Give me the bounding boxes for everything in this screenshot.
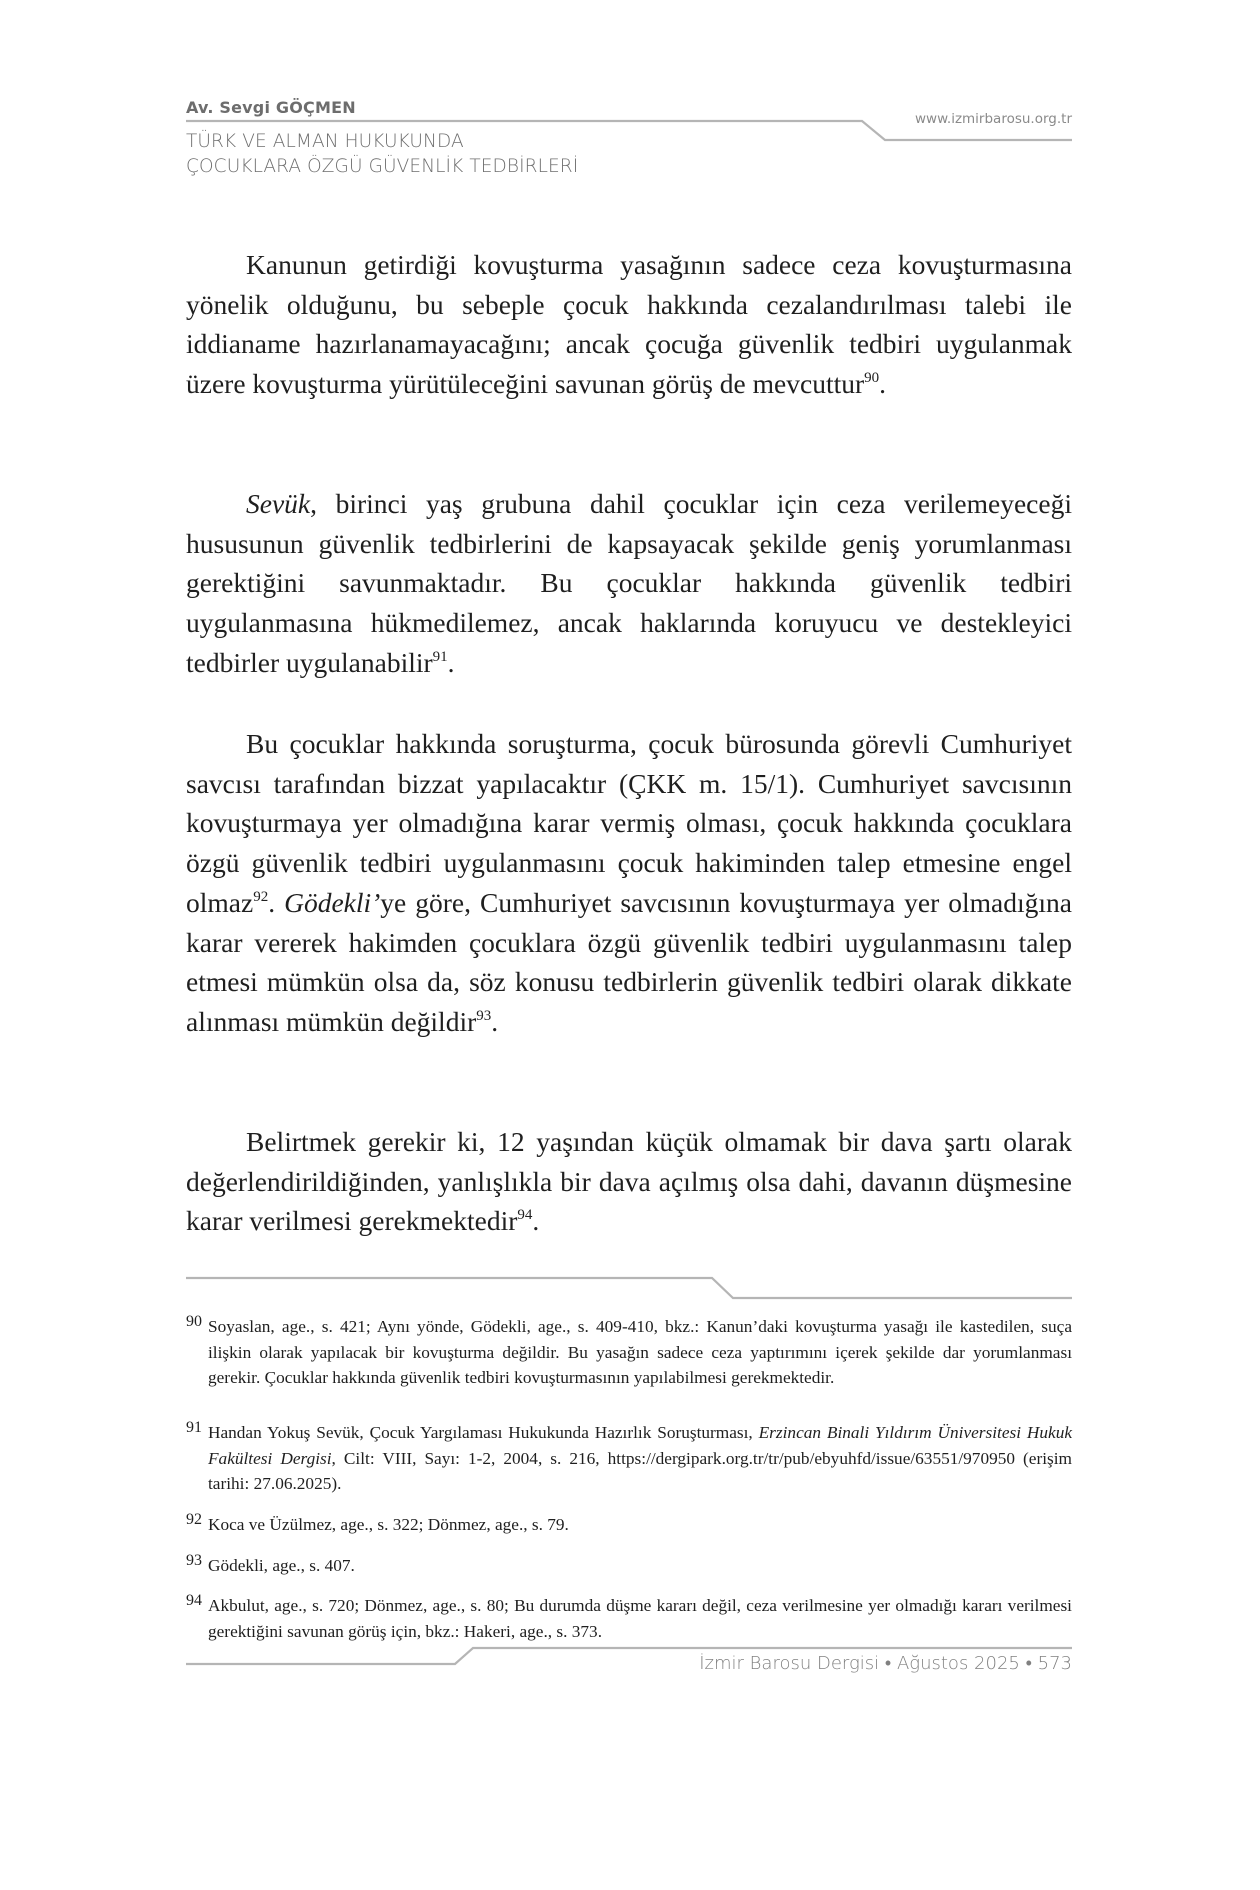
header-title-line-2: ÇOCUKLARA ÖZGÜ GÜVENLİK TEDBİRLERİ [186,156,579,177]
footnote-ref-93[interactable]: 93 [476,1007,492,1024]
header-title-line-1: TÜRK VE ALMAN HUKUKUNDA [186,131,464,152]
journal-title: Erzincan Binali Yıldırım Üniversitesi Hukuk Fakültesi Dergisi [208,1423,1072,1468]
paragraph-2: Sevük, birinci yaş grubuna dahil çocuklar için ceza verilemeyeceği hususunun güvenlik tedbirlerini de kapsayacak şekilde geniş yorumlanması gerektiğini savunmaktadır. Bu çocuklar hakkında güvenlik tedbiri uygulanmasına hükmedilemez, ancak haklarında koruyucu ve destekleyici tedbirler uygulanabilir$^{91}$. [186,488,1072,678]
footnote-ref-92[interactable]: 92 [253,888,269,905]
footnote-text-cont: , Cilt: VIII, Sayı: 1-2, 2004, s. 216, https://dergipark.org.tr/tr/pub/ebyuhfd/issue/63551/970950 (erişim tarihi: 27.06.2025). [208,1448,1072,1493]
footer-issue: Ağustos 2025 [896,1653,1020,1674]
footnote-number: 90 [186,1313,202,1330]
paragraph-4: Belirtmek gerekir ki, 12 yaşından küçük olmamak bir dava şartı olarak değerlendirildiğinden, yanlışlıkla bir dava açılmış olsa dahi, davanın düşmesine karar verilmesi gerekmektedir$^{94}$. [186,1126,1072,1237]
footnote-number: 91 [186,1419,202,1436]
footnote-ref-90[interactable]: 90 [864,370,880,387]
footer-separator: • [884,1653,892,1674]
footnote-number: 93 [186,1552,202,1569]
paragraph-2-text: , birinci yaş grubuna dahil çocuklar için ceza verilemeyeceği hususunun güvenlik tedbirlerini de kapsayacak şekilde geniş yorumlanması gerektiğini savunmaktadır. Bu çocuklar hakkında güvenlik tedbiri uygulanmasına hükmedilemez, ancak haklarında koruyucu ve destekleyici tedbirler uygulanabilir [186,488,1072,678]
footnote-text: Handan Yokuş Sevük, Çocuk Yargılaması Hukukunda Hazırlık Soruşturması, [208,1423,759,1442]
paragraph-3: Bu çocuklar hakkında soruşturma, çocuk bürosunda görevli Cumhuriyet savcısı tarafından bizzat yapılacaktır (ÇKK m. 15/1). Cumhuriyet savcısının kovuşturmaya yer olmadığına karar vermiş olması, çocuk hakkında çocuklara özgü güvenlik tedbiri uygulanmasını çocuk hakiminden talep etmesine engel olmaz$^{92}$. Gödekli’ye göre, Cumhuriyet savcısının kovuşturmaya yer olmadığına karar vererek hakimden çocuklara özgü güvenlik tedbiri uygulanmasını talep etmesi mümkün olsa da, söz konusu tedbirlerin güvenlik tedbiri olarak dikkate alınması mümkün değildir$^{93}$. [186,728,1072,1037]
author-name-godekli: Gödekli’ [284,886,381,918]
paragraph-3-text-a: Bu çocuklar hakkında soruşturma, çocuk bürosunda görevli Cumhuriyet savcısı tarafından bizzat yapılacaktır (ÇKK m. 15/1). Cumhuriyet savcısının kovuşturmaya yer olmadığına karar vermiş olması, çocuk hakkında çocuklara özgü güvenlik tedbiri uygulanmasını çocuk hakiminden talep etmesine engel olmaz [186,728,1072,918]
footnote-ref-94[interactable]: 94 [517,1207,533,1224]
page-number: 573 [1037,1653,1072,1674]
paragraph-3-text-b: ye göre, Cumhuriyet savcısının kovuşturmaya yer olmadığına karar vererek hakimden çocuklara özgü güvenlik tedbiri uygulanmasını talep etmesi mümkün olsa da, söz konusu tedbirlerin güvenlik tedbiri olarak dikkate alınması mümkün değildir [186,886,1072,1037]
footer-separator: • [1025,1653,1032,1674]
footnote-text: Koca ve Üzülmez, age., s. 322; Dönmez, age., s. 79. [208,1515,569,1534]
paragraph-4-text: Belirtmek gerekir ki, 12 yaşından küçük olmamak bir dava şartı olarak değerlendirildiğinden, yanlışlıkla bir dava açılmış olsa dahi, davanın düşmesine karar verilmesi gerekmektedir [186,1126,1072,1237]
header-author: Av. Sevgi GÖÇMEN [186,98,356,117]
author-name-sevuk: Sevük [246,488,311,519]
footer-journal: İzmir Barosu Dergisi [699,1653,880,1674]
footnote-number: 92 [186,1511,202,1528]
paragraph-1-text: Kanunun getirdiği kovuşturma yasağının sadece ceza kovuşturmasına yönelik olduğunu, bu sebeple çocuk hakkında cezalandırılması talebi ile iddianame hazırlanamayacağını; ancak çocuğa güvenlik tedbiri uygulanmak üzere kovuşturma yürütüleceğini savunan görüş de mevcuttur [186,249,1072,400]
paragraph-1: Kanunun getirdiği kovuşturma yasağının sadece ceza kovuşturmasına yönelik olduğunu, bu sebeple çocuk hakkında cezalandırılması talebi ile iddianame hazırlanamayacağını; ancak çocuğa güvenlik tedbiri uygulanmak üzere kovuşturma yürütüleceğini savunan görüş de mevcuttur$^{90}$. [186,249,1072,400]
footnote-text: Akbulut, age., s. 720; Dönmez, age., s. 80; Bu durumda düşme kararı değil, ceza verilmesine yer olmadığı kararı verilmesi gerektiğini savunan görüş için, bkz.: Hakeri, age., s. 373. [208,1596,1072,1641]
footnote-number: 94 [186,1592,202,1609]
footnote-text: Gödekli, age., s. 407. [208,1556,355,1575]
footer-citation [699,1653,1072,1674]
header-website: www.izmirbarosu.org.tr [915,111,1072,127]
footnote-ref-91[interactable]: 91 [432,648,448,665]
footnote-text: Soyaslan, age., s. 421; Aynı yönde, Gödekli, age., s. 409-410, bkz.: Kanun’daki kovuşturma yasağı ile kastedilen, suça ilişkin olarak yapılacak bir kovuşturma değildir. Bu yasağın sadece ceza yaptırımını içerek şekilde dar yorumlanması gerekir. Çocuklar hakkında güvenlik tedbiri kovuşturmasının yapılabilmesi gerekmektedir. [208,1317,1072,1387]
